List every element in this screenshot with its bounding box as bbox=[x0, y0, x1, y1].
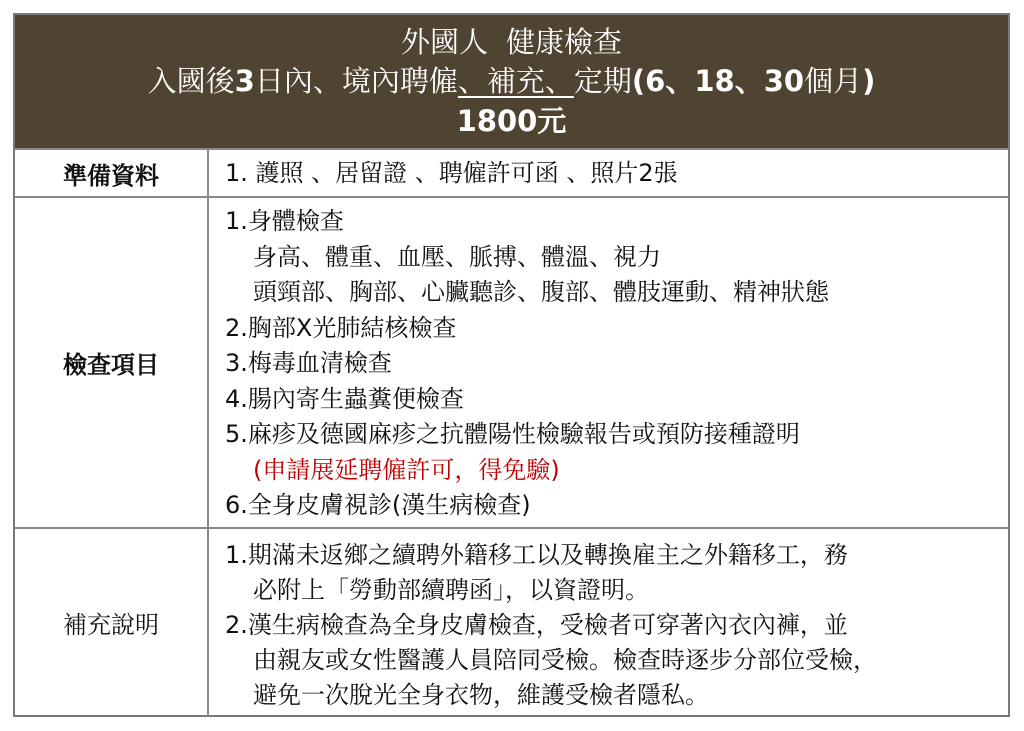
subtitle-close: ) bbox=[862, 64, 876, 98]
subtitle-mid: 日內、境內聘僱 bbox=[254, 64, 458, 98]
item-line: 2.胸部X光肺結核檢查 bbox=[225, 313, 457, 342]
subtitle-num: 3 bbox=[234, 64, 255, 98]
row-label-notes: 補充說明 bbox=[15, 529, 209, 716]
item-line: 頭頸部、胸部、心臟聽診、腹部、體肢運動、精神狀態 bbox=[253, 278, 829, 306]
item-line: 身高、體重、血壓、脈搏、體溫、視力 bbox=[253, 242, 661, 271]
prep-line: 1. 護照 、居留證 、聘僱許可函 、照片2張 bbox=[225, 159, 678, 187]
note-line: 1.期滿未返鄉之續聘外籍移工以及轉換雇主之外籍移工，務 bbox=[225, 541, 848, 569]
subtitle-pre: 入國後 bbox=[147, 64, 235, 98]
header-title bbox=[15, 24, 1008, 60]
item-line: 4.腸內寄生蟲糞便檢查 bbox=[225, 384, 464, 413]
subtitle-unit: 個月 bbox=[804, 64, 863, 98]
item-line: 3.梅毒血清檢查 bbox=[225, 349, 392, 377]
row-content-notes bbox=[211, 529, 1008, 716]
header-title-part1: 外國人 bbox=[400, 25, 488, 59]
item-line: 6.全身皮膚視診(漢生病檢查) bbox=[225, 491, 531, 519]
row-label-items: 檢查項目 bbox=[15, 198, 209, 527]
note-line: 必附上「勞動部續聘函」，以資證明。 bbox=[253, 576, 649, 604]
row-items bbox=[15, 196, 1008, 527]
item-line: 5.麻疹及德國麻疹之抗體陽性檢驗報告或預防接種證明 bbox=[225, 420, 800, 448]
note-line: 避免一次脫光全身衣物，維護受檢者隱私。 bbox=[253, 681, 709, 709]
item-exemption-note: (申請展延聘僱許可，得免驗) bbox=[253, 455, 560, 484]
header-title-part2: 健康檢查 bbox=[506, 25, 623, 59]
subtitle-paren: (6、18、30 bbox=[631, 64, 805, 98]
row-content-prep bbox=[211, 150, 1008, 196]
subtitle-underlined: 、補充、 bbox=[457, 64, 574, 98]
row-notes bbox=[15, 527, 1008, 716]
header-subtitle bbox=[15, 63, 1008, 99]
subtitle-post: 定期 bbox=[573, 64, 632, 98]
row-label-prep: 準備資料 bbox=[15, 150, 209, 196]
note-line: 2.漢生病檢查為全身皮膚檢查，受檢者可穿著內衣內褲，並 bbox=[225, 611, 848, 639]
row-prep bbox=[15, 148, 1008, 196]
table-header bbox=[15, 15, 1008, 148]
row-content-items bbox=[211, 198, 1008, 527]
header-price: 1800元 bbox=[456, 104, 567, 138]
health-check-table bbox=[13, 13, 1010, 717]
item-line: 1.身體檢查 bbox=[225, 207, 344, 235]
note-line: 由親友或女性醫護人員陪同受檢。檢查時逐步分部位受檢， bbox=[253, 646, 877, 674]
